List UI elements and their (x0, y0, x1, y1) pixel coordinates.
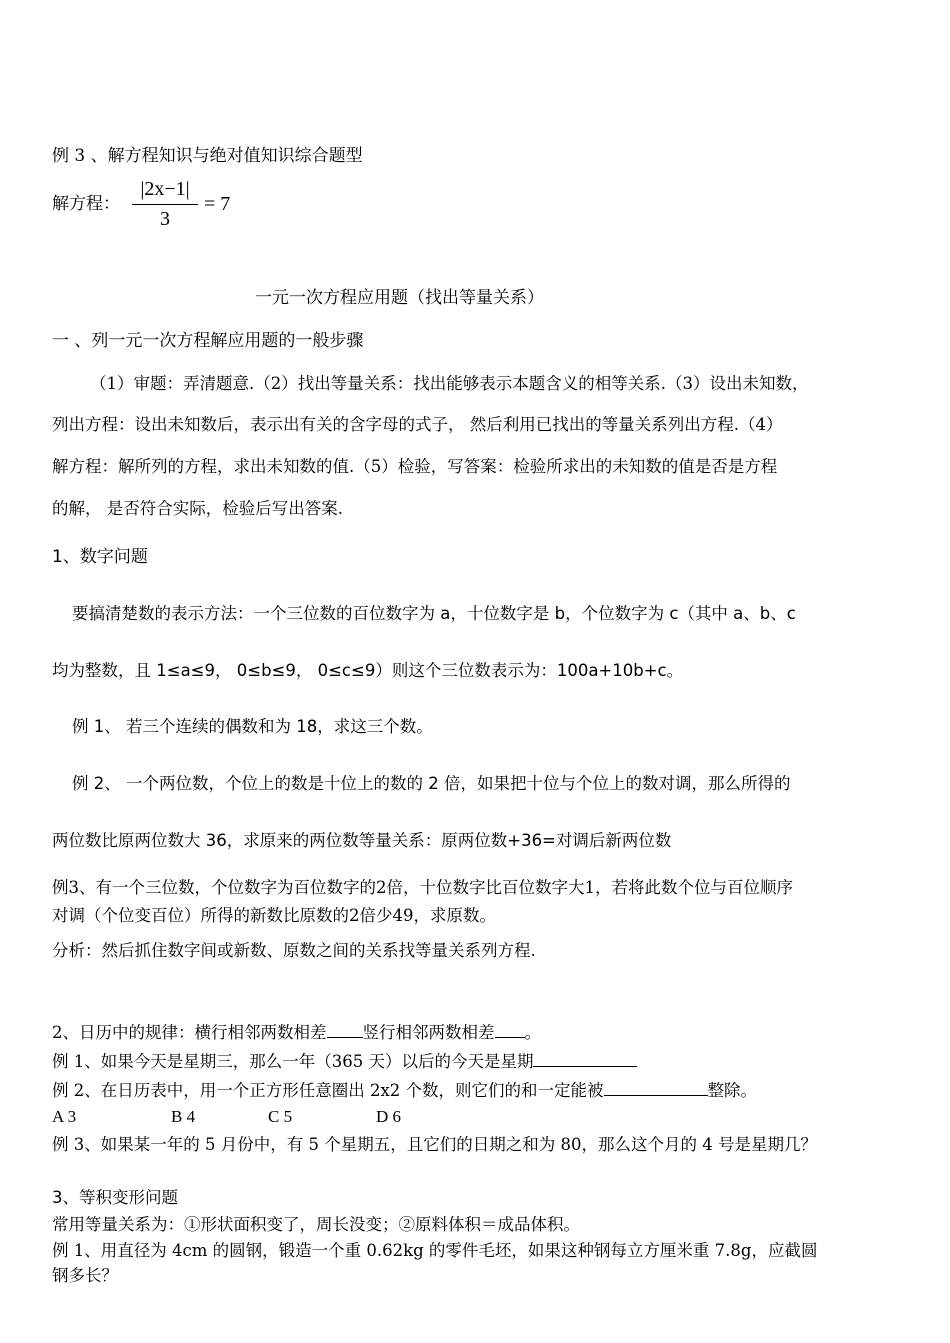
option-b[interactable]: B 4 (171, 1107, 196, 1126)
digits-example-3-line-2: 对调（个位变百位）所得的新数比原数的2倍少49，求原数。 (52, 906, 496, 925)
digits-intro-line-1: 要搞清楚数的表示方法：一个三位数的百位数字为 a，十位数字是 b，个位数字为 c（其中 a、b、c (72, 604, 796, 623)
weekday-answer-blank[interactable] (533, 1048, 637, 1067)
volume-example-1-line-2: 钢多长？ (52, 1266, 118, 1285)
calendar-example-2 (52, 1077, 757, 1102)
digits-example-2-line-2: 两位数比原两位数大 36，求原来的两位数等量关系：原两位数+36=对调后新两位数 (52, 831, 672, 850)
volume-heading: 3、等积变形问题 (52, 1188, 178, 1207)
fraction-denominator: 3 (160, 208, 170, 230)
calendar-example-3: 例 3、如果某一年的 5 月份中，有 5 个星期五，且它们的日期之和为 80，那么这个月的 4 号是星期几？ (52, 1135, 817, 1154)
steps-line-4: 的解， 是否符合实际，检验后写出答案. (52, 499, 343, 518)
digits-example-1: 例 1、 若三个连续的偶数和为 18，求这三个数。 (72, 717, 433, 736)
steps-heading: 一 、列一元一次方程解应用题的一般步骤 (52, 331, 364, 351)
fraction-numerator: |2x−1| (140, 178, 190, 200)
calendar-heading-part-1: 2、日历中的规律：横行相邻两数相差 (52, 1023, 327, 1042)
digits-example-2-line-1: 例 2、 一个两位数，个位上的数是十位上的数的 2 倍，如果把十位与个位上的数对调，那么所得的 (72, 774, 791, 793)
digits-intro-line-2: 均为整数，且 1≤a≤9， 0≤b≤9， 0≤c≤9）则这个三位数表示为：100a+10b+c。 (52, 661, 684, 680)
fraction-bar (132, 204, 198, 205)
option-c[interactable]: C 5 (268, 1107, 293, 1126)
divisor-answer-blank[interactable] (604, 1077, 708, 1096)
digits-heading: 1、数字问题 (52, 547, 148, 567)
steps-line-2: 列出方程：设出未知数后，表示出有关的含字母的式子， 然后利用已找出的等量关系列出方程.（4） (52, 415, 783, 434)
option-a[interactable]: A 3 (52, 1107, 77, 1126)
equation-rhs: = 7 (204, 193, 231, 215)
option-d[interactable]: D 6 (376, 1107, 402, 1126)
calendar-example-2-tail: 整除。 (707, 1081, 758, 1100)
horizontal-difference-blank[interactable] (327, 1019, 363, 1038)
volume-relation: 常用等量关系为：①形状面积变了，周长没变；②原料体积＝成品体积。 (52, 1215, 580, 1234)
calendar-heading (52, 1019, 541, 1044)
calendar-example-1 (52, 1048, 637, 1073)
calendar-heading-part-2: 竖行相邻两数相差 (362, 1023, 495, 1042)
digits-analysis: 分析：然后抓住数字间或新数、原数之间的关系找等量关系列方程. (52, 941, 536, 960)
calendar-example-2-text: 例 2、在日历表中，用一个正方形任意圈出 2x2 个数，则它们的和一定能被 (52, 1081, 604, 1100)
steps-line-3: 解方程：解所列的方程，求出未知数的值.（5）检验，写答案：检验所求出的未知数的值是否是方程 (52, 457, 778, 476)
calendar-heading-part-3: 。 (524, 1023, 541, 1042)
digits-example-3-line-1: 例3、有一个三位数，个位数字为百位数字的2倍，十位数字比百位数字大1，若将此数个位与百位顺序 (52, 878, 793, 897)
steps-line-1: （1）审题：弄清题意.（2）找出等量关系：找出能够表示本题含义的相等关系.（3）设出未知数， (90, 374, 809, 393)
vertical-difference-blank[interactable] (495, 1019, 525, 1038)
solve-equation-label: 解方程： (52, 194, 120, 214)
example-3-title: 例 3 、解方程知识与绝对值知识综合题型 (52, 146, 363, 166)
calendar-example-1-text: 例 1、如果今天是星期三，那么一年（365 天）以后的今天是星期 (52, 1052, 534, 1071)
section-title: 一元一次方程应用题（找出等量关系） (255, 288, 544, 308)
volume-example-1-line-1: 例 1、用直径为 4cm 的圆钢，锻造一个重 0.62kg 的零件毛坯，如果这种钢每立方厘米重 7.8g，应截圆 (52, 1241, 818, 1260)
